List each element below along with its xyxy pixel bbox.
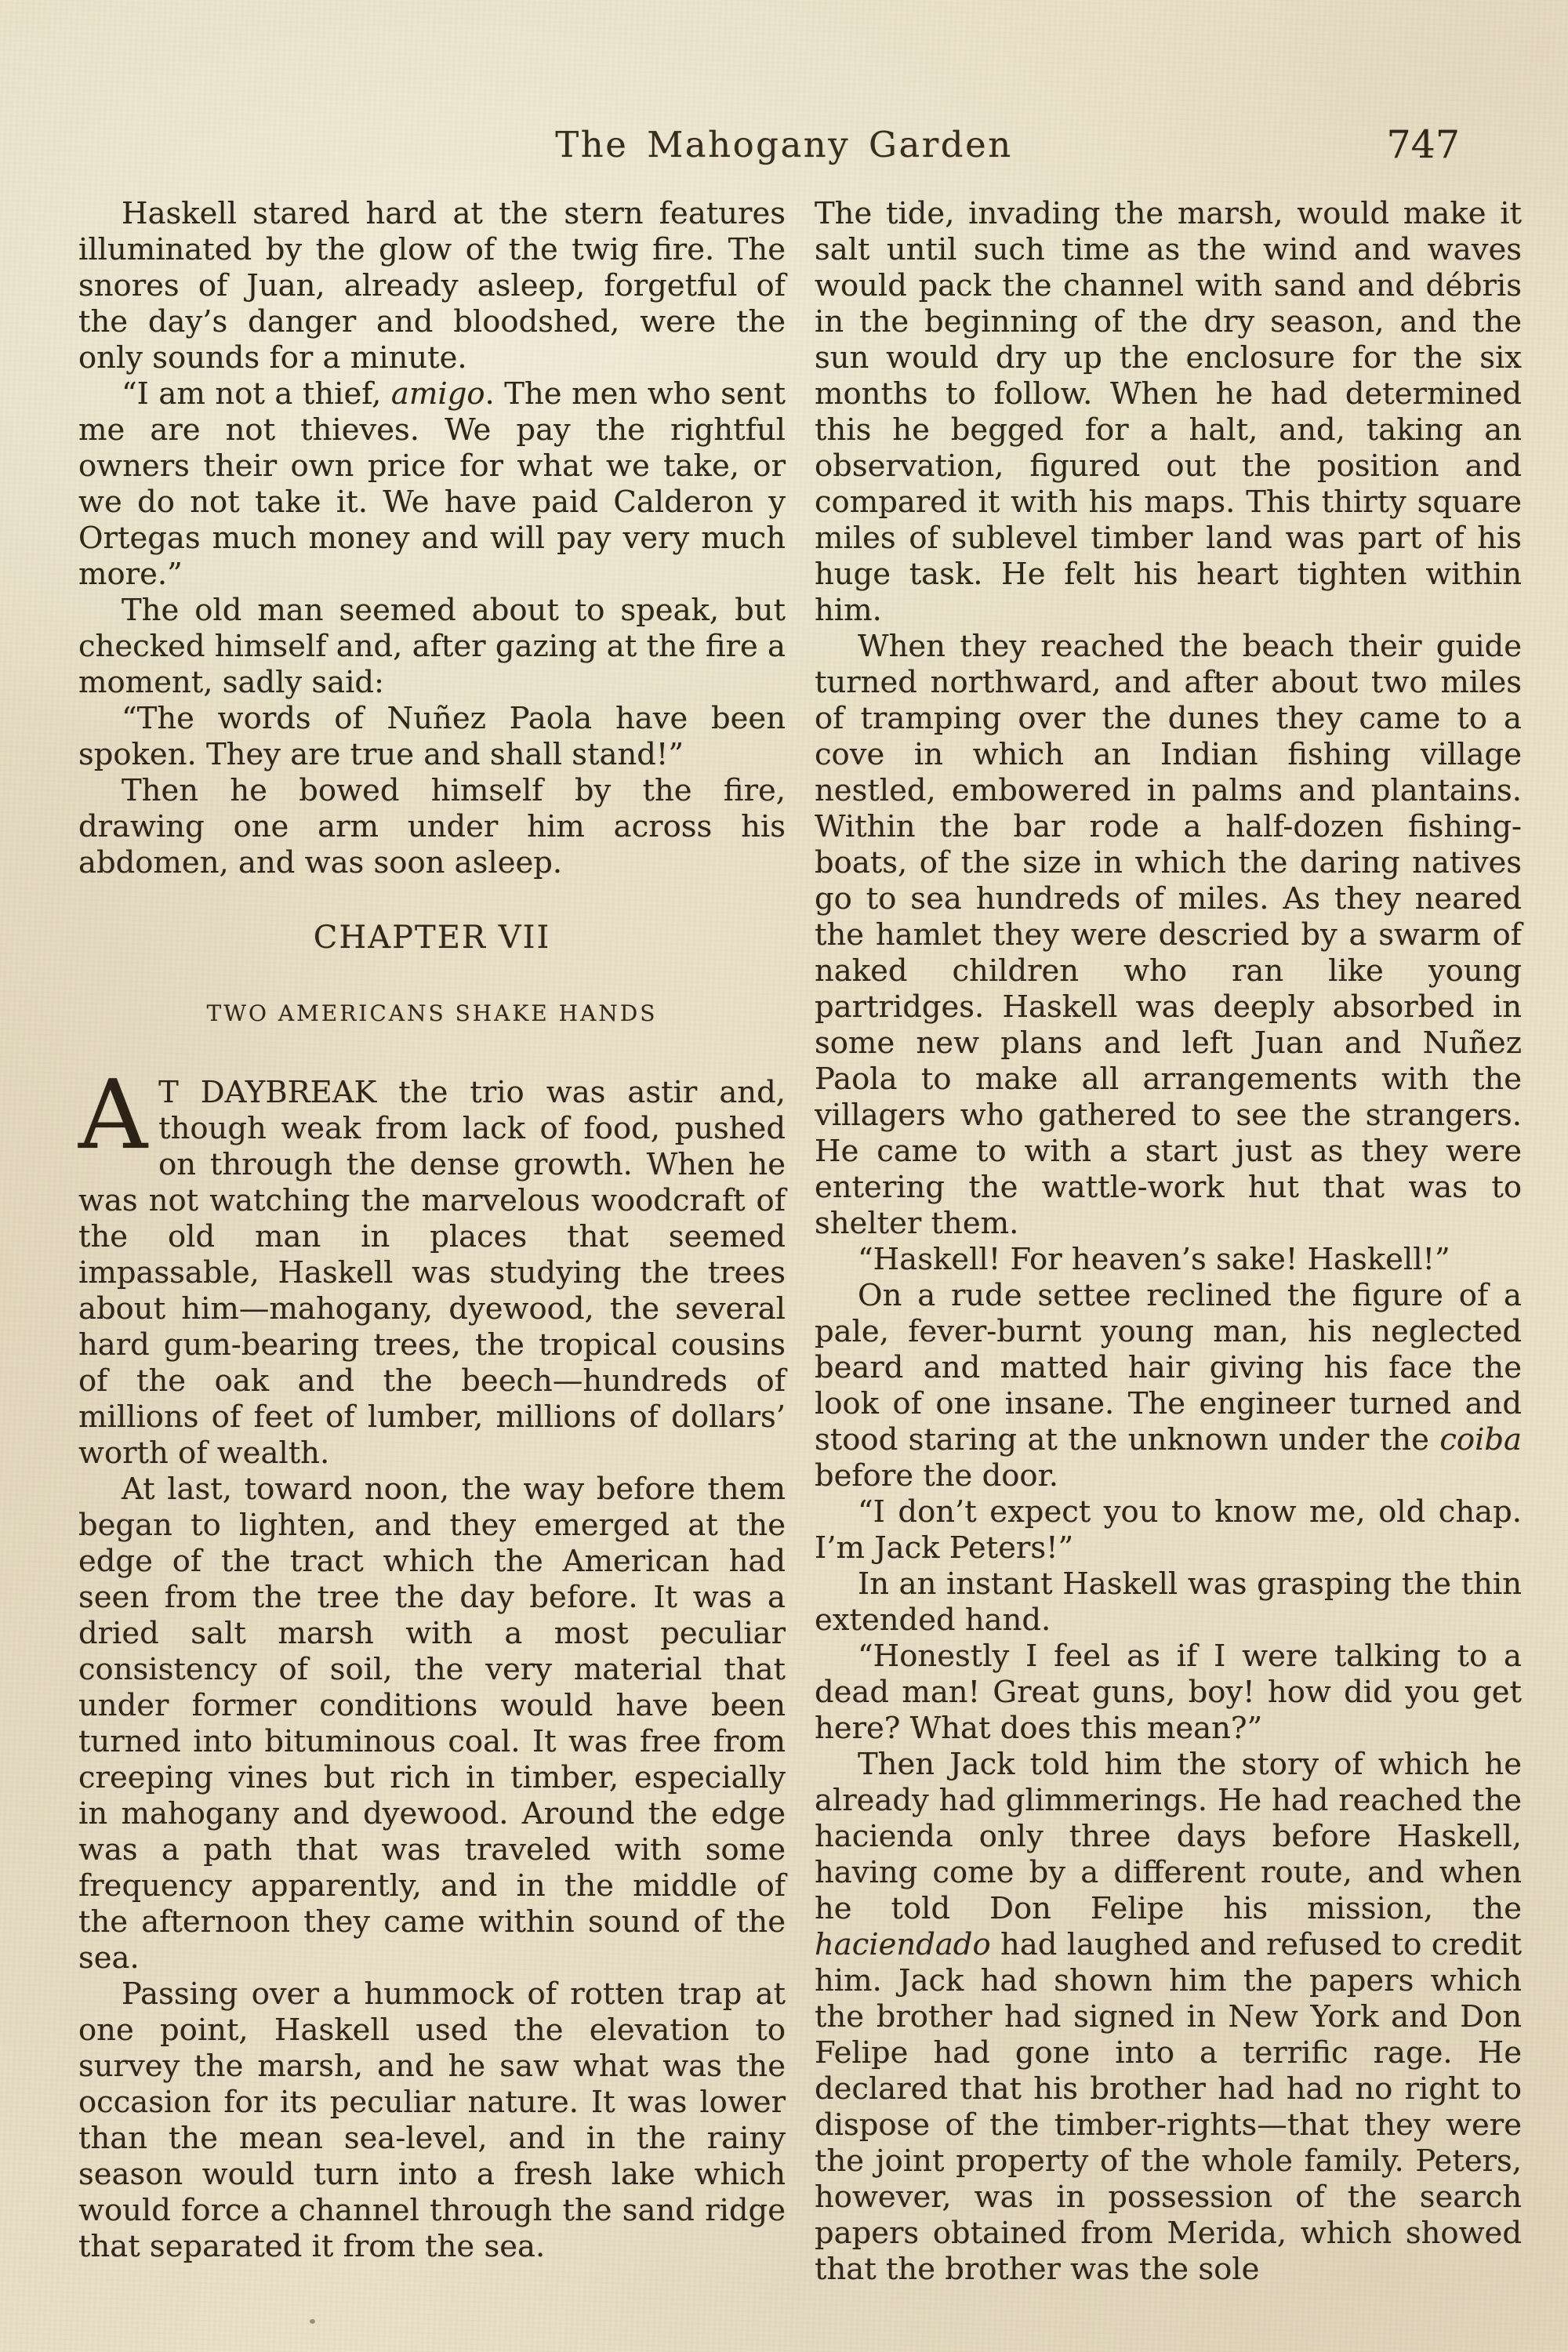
paragraph: Passing over a hummock of rotten trap at one point, Haskell used the elevation to survey the marsh, and he saw what was the occasion for its peculiar nature. It was lower than the mean sea-level, and in the rainy season would turn into a fresh lake which would force a channel through the sand ridge that separated it from the sea. [78,1976,786,2264]
section-subheading: TWO AMERICANS SHAKE HANDS [206,1000,658,1026]
paragraph: “I am not a thief, amigo. The men who sent me are not thieves. We pay the rightful owners their own price for what we take, or we do not take it. We have paid Calderon y Ortegas much money and will pay very much more.” [78,376,786,592]
paragraph: In an instant Haskell was grasping the thin extended hand. [815,1566,1522,1638]
right-column [815,196,1522,2288]
paragraph: Then he bowed himself by the fire, drawing one arm under him across his abdomen, and was soon asleep. [78,773,786,880]
page-number: 747 [1386,122,1460,167]
paragraph: A T DAYBREAK the trio was astir and, though weak from lack of food, pushed on through the dense growth. When he was not watching the marvelous woodcraft of the old man in places that seemed impassable, Haskell was studying the trees about him—mahogany, dyewood, the several hard gum-bearing trees, the tropical cousins of the oak and the beech—hundreds of millions of feet of lumber, millions of dollars’ worth of wealth. [78,1059,786,1471]
paragraph: Haskell stared hard at the stern features illuminated by the glow of the twig fire. The snores of Juan, already asleep, forgetful of the day’s danger and bloodshed, were the only sounds for a minute. [78,196,786,376]
paragraph: “The words of Nuñez Paola have been spoken. They are true and shall stand!” [78,701,786,772]
chapter-heading: CHAPTER VII [313,920,551,956]
paragraph: On a rude settee reclined the figure of a pale, fever-burnt young man, his neglected beard and matted hair giving his face the look of one insane. The engineer turned and stood staring at the unknown under the coiba before the door. [815,1278,1522,1494]
paragraph: The tide, invading the marsh, would make it salt until such time as the wind and waves would pack the channel with sand and débris in the beginning of the dry season, and the sun would dry up the enclosure for the six months to follow. When he had determined this he begged for a halt, and, taking an observation, figured out the position and compared it with his maps. This thirty square miles of sublevel timber land was part of his huge task. He felt his heart tighten within him. [815,196,1522,628]
paragraph: When they reached the beach their guide turned northward, and after about two miles of tramping over the dunes they came to a cove in which an Indian fishing village nestled, embowered in palms and plantains. Within the bar rode a half-dozen fishing-boats, of the size in which the daring natives go to sea hundreds of miles. As they neared the hamlet they were descried by a swarm of naked children who ran like young partridges. Haskell was deeply absorbed in some new plans and left Juan and Nuñez Paola to make all arrangements with the villagers who gathered to see the strangers. He came to with a start just as they were entering the wattle-work hut that was to shelter them. [815,629,1522,1241]
paper-speck [310,2319,315,2324]
running-title: The Mahogany Garden [555,124,1013,165]
paragraph: “Honestly I feel as if I were talking to a dead man! Great guns, boy! how did you get here? What does this mean?” [815,1639,1522,1746]
lead-caps: T DAYBREAK [158,1075,377,1110]
paragraph: “I don’t expect you to know me, old chap. I’m Jack Peters!” [815,1494,1522,1566]
paragraph: The old man seemed about to speak, but checked himself and, after gazing at the fire a moment, sadly said: [78,593,786,700]
left-column [78,196,786,2288]
paragraph: At last, toward noon, the way before them began to lighten, and they emerged at the edge of the tract which the American had seen from the tree the day before. It was a dried salt marsh with a most peculiar consistency of soil, the very material that under former conditions would have been turned into bituminous coal. It was free from creeping vines but rich in timber, especially in mahogany and dyewood. Around the edge was a path that was traveled with some frequency apparently, and in the middle of the afternoon they came within sound of the sea. [78,1472,786,1976]
drop-cap: A [78,1059,148,1171]
text-columns [78,196,1522,2288]
paragraph: Then Jack told him the story of which he already had glimmerings. He had reached the hacienda only three days before Haskell, having come by a different route, and when he told Don Felipe his mission, the haciendado had laughed and refused to credit him. Jack had shown him the papers which the brother had signed in New York and Don Felipe had gone into a terrific rage. He declared that his brother had had no right to dispose of the timber-rights—that they were the joint property of the whole family. Peters, however, was in possession of the search papers obtained from Merida, which showed that the brother was the sole [815,1747,1522,2287]
page-header [0,124,1568,165]
paragraph: “Haskell! For heaven’s sake! Haskell!” [858,1242,1450,1277]
